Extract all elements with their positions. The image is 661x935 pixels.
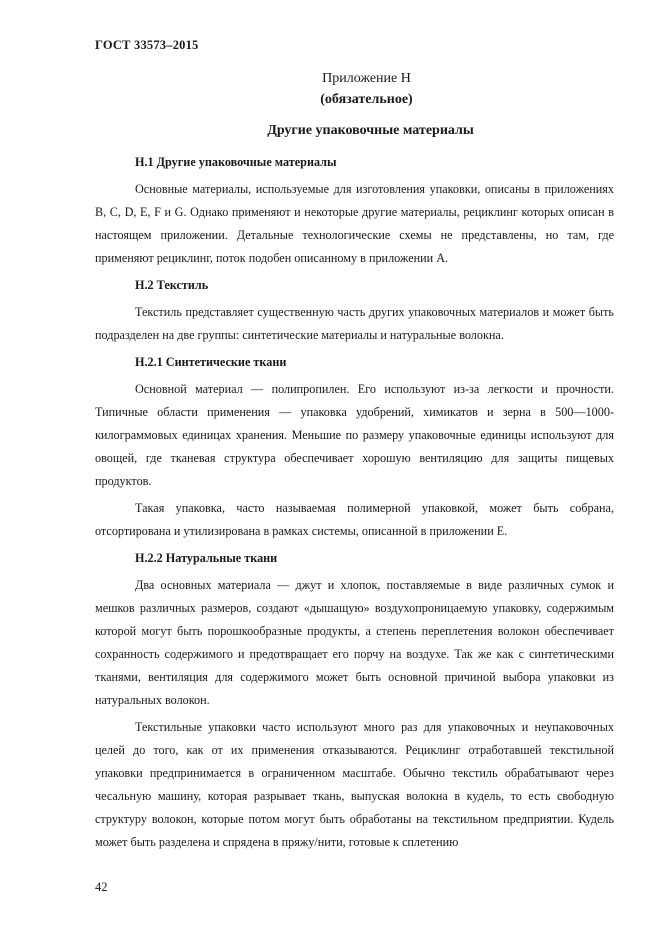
- document-body: [95, 151, 614, 858]
- section-heading: Н.2.1 Синтетические ткани: [135, 355, 287, 369]
- page-number: 42: [95, 880, 108, 894]
- appendix-heading: [0, 68, 661, 110]
- paragraph: Текстильные упаковки часто используют много раз для упаковочных и неупаковочных целей до того, как от их применения отказываются. Рециклинг отработавшей текстильной упаковки предпринимается в ограниченном масштабе. Обычно текстиль обрабатывают через чесальную машину, которая разрывает ткань, выпуская волокна в кудель, то есть свободную структуру волокон, которые потом могут быть обработаны на текстильном предприятии. Кудель может быть разделена и спрядена в пряжу/нити, готовые к сплетению: [95, 720, 614, 849]
- appendix-status: (обязательное): [320, 92, 413, 107]
- appendix-subject: Другие упаковочные материалы: [267, 123, 474, 138]
- appendix-title: Приложение Н: [322, 71, 411, 86]
- document-code-header: ГОСТ 33573–2015: [95, 38, 199, 52]
- paragraph: Основной материал — полипропилен. Его используют из-за легкости и прочности. Типичные области применения — упаковка удобрений, химикатов и зерна в 500—1000-килограммовых единицах хранения. Меньшие по размеру упаковочные единицы используют для овощей, где тканевая структура обеспечивает хорошую вентиляцию для защиты пищевых продуктов.: [95, 382, 614, 488]
- section-heading: Н.2 Текстиль: [135, 278, 209, 292]
- paragraph: Два основных материала — джут и хлопок, поставляемые в виде различных сумок и мешков различных размеров, создают «дышащую» воздухопроницаемую упаковку, содержимым которой могут быть порошкообразные продукты, а степень переплетения волокон обеспечивает сохранность содержимого и предотвращает его порчу на воздухе. Так же как с синтетическими тканями, вентиляция для содержимого может быть основной причиной выбора упаковки из натуральных волокон.: [95, 578, 614, 707]
- paragraph: Такая упаковка, часто называемая полимерной упаковкой, может быть собрана, отсортирована и утилизирована в рамках системы, описанной в приложении Е.: [95, 501, 614, 538]
- paragraph: Текстиль представляет существенную часть других упаковочных материалов и может быть подразделен на две группы: синтетические материалы и натуральные волокна.: [95, 305, 614, 342]
- section-heading: Н.1 Другие упаковочные материалы: [135, 155, 337, 169]
- section-heading: Н.2.2 Натуральные ткани: [135, 551, 278, 565]
- paragraph: Основные материалы, используемые для изготовления упаковки, описаны в приложениях В, С, D, Е, F и G. Однако применяют и некоторые другие материалы, рециклинг которых описан в настоящем приложении. Детальные технологические схемы не представлены, но там, где применяют рециклинг, поток подобен описанному в приложении А.: [95, 182, 614, 265]
